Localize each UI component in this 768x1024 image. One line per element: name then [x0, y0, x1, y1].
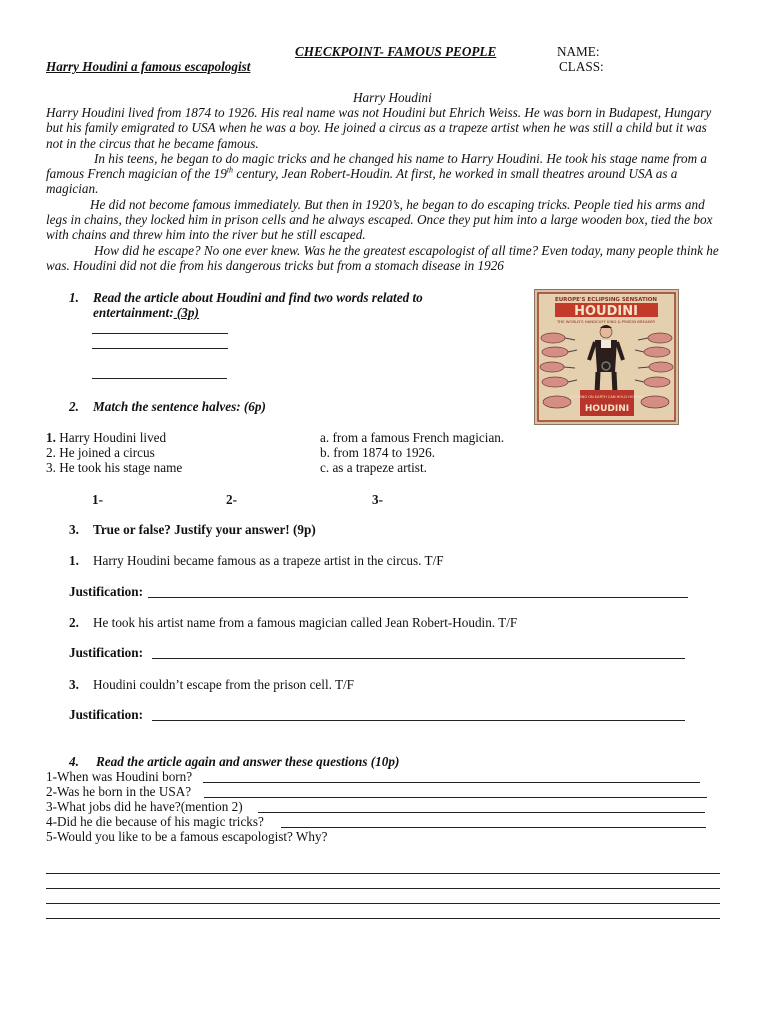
poster-bottom-name: HOUDINI: [584, 404, 630, 414]
q1-number: 1.: [69, 290, 79, 305]
article-body: [46, 105, 726, 273]
worksheet-subtitle: Harry Houdini a famous escapologist: [46, 59, 251, 74]
q3-item-2-justification-label: Justification:: [69, 645, 143, 660]
q4-number: 4.: [69, 754, 79, 769]
paragraph-2-text-a: In his teens, he began to do magic tricks and he changed his name to Harry Houdini. He took his stage name from a famous French magician of the 19: [46, 150, 708, 182]
q2-left-1: [46, 430, 166, 445]
q1-text-line1: Read the article about Houdini and find two words related to: [93, 290, 423, 305]
q1-points: (3p): [173, 305, 199, 320]
q2-answer-3[interactable]: 3-: [372, 492, 383, 507]
superscript-th: th: [226, 165, 234, 175]
q2-answer-2[interactable]: 2-: [226, 492, 237, 507]
q2-left-3: 3. He took his stage name: [46, 460, 183, 475]
q3-item-1-justification-line[interactable]: [148, 597, 688, 598]
q4-answer-line-1[interactable]: [203, 782, 700, 783]
q2-answer-1[interactable]: 1-: [92, 492, 103, 507]
worksheet-title: CHECKPOINT- FAMOUS PEOPLE: [295, 44, 497, 59]
q3-number: 3.: [69, 522, 79, 537]
q3-item-2-justification-line[interactable]: [152, 658, 685, 659]
q2-left-2: 2. He joined a circus: [46, 445, 155, 460]
q3-item-3-justification-label: Justification:: [69, 707, 143, 722]
q3-item-1-justification-label: Justification:: [69, 584, 143, 599]
q2-left-1-text: Harry Houdini lived: [55, 430, 167, 445]
name-label: NAME:: [557, 44, 600, 59]
q4-text: Read the article again and answer these questions (10p): [96, 754, 400, 769]
q4-answer-line-3[interactable]: [258, 812, 705, 813]
article-heading: Harry Houdini: [353, 90, 432, 105]
q4-answer-line-5b[interactable]: [46, 888, 720, 889]
q4-question-4: 4-Did he die because of his magic tricks?: [46, 814, 264, 829]
houdini-poster-image: [534, 289, 679, 425]
q2-right-a: a. from a famous French magician.: [320, 430, 505, 445]
q2-number: 2.: [69, 399, 79, 414]
q1-answer-line-2[interactable]: [92, 348, 228, 349]
q4-answer-line-5a[interactable]: [46, 873, 720, 874]
q3-text: True or false? Justify your answer! (9p): [93, 522, 316, 537]
poster-top-text: EUROPE'S ECLIPSING SENSATION: [554, 297, 658, 303]
article-paragraph-2: [46, 151, 726, 197]
q4-answer-line-2[interactable]: [204, 797, 707, 798]
q2-right-c: c. as a trapeze artist.: [320, 460, 427, 475]
q4-answer-line-4[interactable]: [281, 827, 706, 828]
q4-question-2: 2-Was he born in the USA?: [46, 784, 192, 799]
q2-text: Match the sentence halves: (6p): [93, 399, 266, 414]
q3-item-3-justification-line[interactable]: [152, 720, 685, 721]
q3-item-2-text: He took his artist name from a famous magician called Jean Robert-Houdin. T/F: [93, 615, 518, 630]
q4-question-1: 1-When was Houdini born?: [46, 769, 193, 784]
article-paragraph-3: He did not become famous immediately. But then in 1920’s, he began to do escaping tricks. People tied his arms and legs in chains, they locked him in prison cells and he always escaped. Once they put him into a large wooden box, tied the box with chains and threw him into the river but he still escaped.: [46, 196, 713, 243]
poster-tagline: THE WORLD'S HANDCUFF KING & PRISON BREAKER: [556, 319, 656, 324]
poster-bottom-text: NOTHING ON EARTH CAN HOLD HOUDINI: [570, 395, 644, 399]
q1-text-line2: [93, 305, 199, 320]
q4-question-5: 5-Would you like to be a famous escapologist? Why?: [46, 829, 328, 844]
class-label: CLASS:: [559, 59, 604, 74]
q4-answer-line-5c[interactable]: [46, 903, 720, 904]
article-paragraph-4: How did he escape? No one ever knew. Was he the greatest escapologist of all time? Even today, many people think he was. Houdini did not die from his dangerous tricks but from a stomach disease in 1926: [46, 242, 719, 273]
q3-item-3-text: Houdini couldn’t escape from the prison cell. T/F: [93, 677, 355, 692]
q1-answer-line-3[interactable]: [92, 378, 227, 379]
q4-answer-line-5d[interactable]: [46, 918, 720, 919]
q3-item-2-num: 2.: [69, 615, 79, 630]
q1-answer-line-1[interactable]: [92, 333, 228, 334]
q4-question-3: 3-What jobs did he have?(mention 2): [46, 799, 243, 814]
q2-left-1-num: 1.: [46, 430, 56, 445]
poster-name: HOUDINI: [574, 304, 638, 319]
q2-right-b: b. from 1874 to 1926.: [320, 445, 436, 460]
q3-item-3-num: 3.: [69, 677, 79, 692]
article-paragraph-1: Harry Houdini lived from 1874 to 1926. His real name was not Houdini but Ehrich Weiss. He was born in Budapest, Hungary but his family emigrated to USA when he was a boy. He joined a circus as a trapeze artist when he was still a child but it was not in the circus that he became famous.: [46, 105, 712, 151]
q3-item-1-text: Harry Houdini became famous as a trapeze artist in the circus. T/F: [93, 553, 444, 568]
q1-text-entertainment: entertainment:: [93, 305, 174, 320]
paragraph-2-text-b: century, Jean Robert-Houdin. At first, he worked in small theatres around USA as a magician.: [46, 166, 678, 197]
q3-item-1-num: 1.: [69, 553, 79, 568]
